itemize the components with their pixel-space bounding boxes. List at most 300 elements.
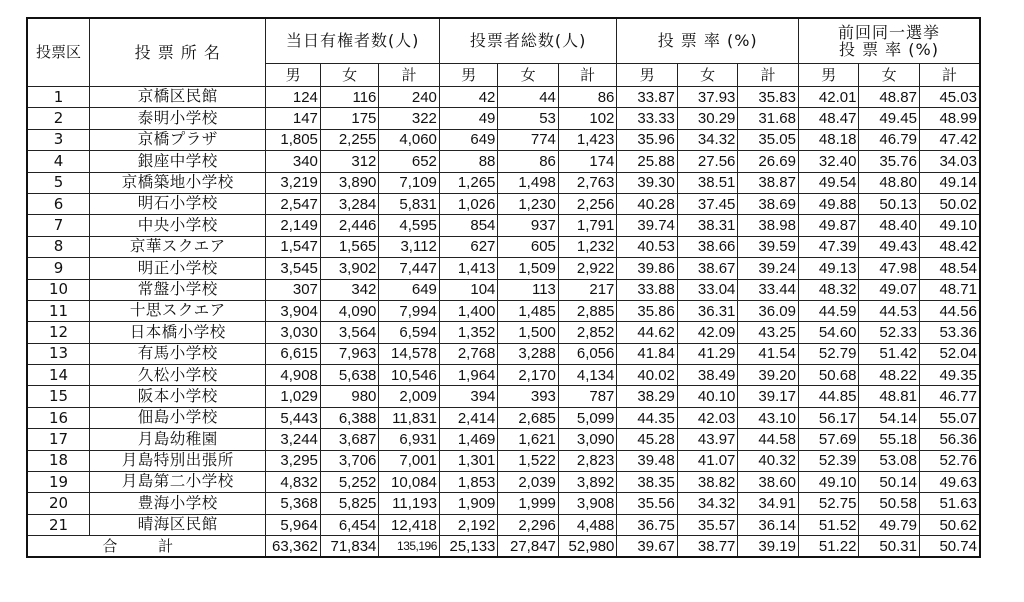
cell-voters-female: 2,685 xyxy=(498,407,559,428)
cell-eligible-male: 2,149 xyxy=(266,215,320,236)
cell-eligible-total: 7,001 xyxy=(379,450,440,471)
cell-prev-rate-male: 54.60 xyxy=(798,322,859,343)
subheader-rate-total: 計 xyxy=(738,64,799,87)
cell-prev-rate-female: 55.18 xyxy=(859,429,920,450)
cell-location-name: 銀座中学校 xyxy=(90,151,266,172)
cell-rate-male: 33.33 xyxy=(617,108,678,129)
cell-eligible-female: 1,565 xyxy=(320,236,378,257)
cell-prev-rate-female: 48.87 xyxy=(859,87,920,108)
cell-rate-total: 35.05 xyxy=(738,129,799,150)
cell-prev-rate-total: 48.42 xyxy=(919,236,980,257)
subheader-eligible-male: 男 xyxy=(266,64,320,87)
cell-rate-total: 44.58 xyxy=(738,429,799,450)
cell-prev-rate-male: 49.13 xyxy=(798,258,859,279)
header-voters: 投票者総数(人) xyxy=(439,18,617,64)
table-row xyxy=(27,472,980,493)
cell-rate-total: 26.69 xyxy=(738,151,799,172)
cell-eligible-male: 124 xyxy=(266,87,320,108)
cell-district-number: 18 xyxy=(27,450,90,471)
cell-prev-rate-total: 55.07 xyxy=(919,407,980,428)
table-row xyxy=(27,493,980,514)
cell-prev-rate-female: 49.07 xyxy=(859,279,920,300)
cell-district-number: 9 xyxy=(27,258,90,279)
cell-eligible-male: 3,219 xyxy=(266,172,320,193)
cell-eligible-male: 1,029 xyxy=(266,386,320,407)
cell-voters-female: 1,230 xyxy=(498,193,559,214)
cell-eligible-female: 3,284 xyxy=(320,193,378,214)
cell-rate-male: 40.02 xyxy=(617,365,678,386)
cell-voters-female: 53 xyxy=(498,108,559,129)
cell-eligible-female: 312 xyxy=(320,151,378,172)
cell-voters-total: 2,922 xyxy=(558,258,617,279)
cell-location-name: 中央小学校 xyxy=(90,215,266,236)
cell-eligible-total: 10,546 xyxy=(379,365,440,386)
cell-rate-total: 34.91 xyxy=(738,493,799,514)
cell-district-number: 3 xyxy=(27,129,90,150)
cell-location-name: 久松小学校 xyxy=(90,365,266,386)
cell-prev-rate-female: 49.43 xyxy=(859,236,920,257)
cell-eligible-total: 652 xyxy=(379,151,440,172)
cell-prev-rate-total: 45.03 xyxy=(919,87,980,108)
cell-voters-male: 1,964 xyxy=(439,365,497,386)
cell-district-number: 2 xyxy=(27,108,90,129)
cell-rate-female: 36.31 xyxy=(677,300,738,321)
cell-rate-total: 40.32 xyxy=(738,450,799,471)
cell-voters-total: 2,885 xyxy=(558,300,617,321)
cell-voters-male: 1,853 xyxy=(439,472,497,493)
cell-eligible-female: 3,902 xyxy=(320,258,378,279)
cell-eligible-male: 4,908 xyxy=(266,365,320,386)
cell-eligible-female: 175 xyxy=(320,108,378,129)
cell-rate-male: 38.29 xyxy=(617,386,678,407)
cell-eligible-total: 3,112 xyxy=(379,236,440,257)
cell-district-number: 14 xyxy=(27,365,90,386)
cell-prev-rate-male: 49.54 xyxy=(798,172,859,193)
cell-location-name: 日本橋小学校 xyxy=(90,322,266,343)
cell-prev-rate-female: 52.33 xyxy=(859,322,920,343)
header-row-main xyxy=(27,18,980,64)
cell-prev-rate-female: 50.14 xyxy=(859,472,920,493)
cell-voters-male: 1,352 xyxy=(439,322,497,343)
cell-eligible-male: 1,805 xyxy=(266,129,320,150)
cell-voters-female: 393 xyxy=(498,386,559,407)
cell-voters-male: 1,400 xyxy=(439,300,497,321)
cell-eligible-female: 116 xyxy=(320,87,378,108)
cell-location-name: 月島第二小学校 xyxy=(90,472,266,493)
cell-prev-rate-female: 48.80 xyxy=(859,172,920,193)
cell-rate-female: 41.07 xyxy=(677,450,738,471)
cell-rate-male: 33.88 xyxy=(617,279,678,300)
cell-prev-rate-female: 48.22 xyxy=(859,365,920,386)
cell-prev-rate-female: 46.79 xyxy=(859,129,920,150)
cell-prev-rate-male: 32.40 xyxy=(798,151,859,172)
cell-eligible-total: 649 xyxy=(379,279,440,300)
cell-rate-male: 35.96 xyxy=(617,129,678,150)
cell-prev-rate-total: 56.36 xyxy=(919,429,980,450)
cell-voters-male: 2,192 xyxy=(439,514,497,535)
cell-voters-male: 394 xyxy=(439,386,497,407)
cell-voters-total: 1,791 xyxy=(558,215,617,236)
cell-voters-male: 2,768 xyxy=(439,343,497,364)
cell-eligible-total: 4,595 xyxy=(379,215,440,236)
cell-location-name: 京橋プラザ xyxy=(90,129,266,150)
voting-results-table xyxy=(26,17,981,558)
cell-location-name: 月島特別出張所 xyxy=(90,450,266,471)
cell-prev-rate-female: 48.40 xyxy=(859,215,920,236)
cell-rate-male: 45.28 xyxy=(617,429,678,450)
table-row xyxy=(27,300,980,321)
cell-prev-rate-female: 47.98 xyxy=(859,258,920,279)
cell-eligible-female: 5,638 xyxy=(320,365,378,386)
cell-location-name: 京橋築地小学校 xyxy=(90,172,266,193)
cell-voters-male: 627 xyxy=(439,236,497,257)
cell-eligible-female: 3,890 xyxy=(320,172,378,193)
cell-rate-female: 33.04 xyxy=(677,279,738,300)
header-location: 投 票 所 名 xyxy=(90,18,266,87)
table-row xyxy=(27,365,980,386)
table-row xyxy=(27,279,980,300)
cell-location-name: 佃島小学校 xyxy=(90,407,266,428)
cell-voters-male: 1,265 xyxy=(439,172,497,193)
cell-prev-rate-male: 57.69 xyxy=(798,429,859,450)
cell-eligible-male: 340 xyxy=(266,151,320,172)
table-row xyxy=(27,172,980,193)
cell-district-number: 8 xyxy=(27,236,90,257)
total-voters-male: 25,133 xyxy=(439,536,497,558)
table-row xyxy=(27,386,980,407)
table-row xyxy=(27,193,980,214)
cell-eligible-male: 3,545 xyxy=(266,258,320,279)
cell-voters-female: 2,039 xyxy=(498,472,559,493)
total-prev-rate-male: 51.22 xyxy=(798,536,859,558)
cell-location-name: 明正小学校 xyxy=(90,258,266,279)
header-eligible: 当日有権者数(人) xyxy=(266,18,439,64)
cell-rate-female: 27.56 xyxy=(677,151,738,172)
cell-rate-total: 36.14 xyxy=(738,514,799,535)
cell-district-number: 4 xyxy=(27,151,90,172)
cell-voters-female: 1,485 xyxy=(498,300,559,321)
cell-voters-total: 86 xyxy=(558,87,617,108)
cell-prev-rate-female: 50.13 xyxy=(859,193,920,214)
cell-eligible-total: 5,831 xyxy=(379,193,440,214)
cell-rate-female: 38.66 xyxy=(677,236,738,257)
cell-voters-total: 4,488 xyxy=(558,514,617,535)
cell-eligible-total: 2,009 xyxy=(379,386,440,407)
table-row xyxy=(27,236,980,257)
cell-prev-rate-male: 48.32 xyxy=(798,279,859,300)
cell-rate-female: 38.51 xyxy=(677,172,738,193)
total-voters-total: 52,980 xyxy=(558,536,617,558)
cell-rate-male: 44.62 xyxy=(617,322,678,343)
cell-eligible-female: 4,090 xyxy=(320,300,378,321)
cell-voters-total: 2,823 xyxy=(558,450,617,471)
cell-prev-rate-total: 53.36 xyxy=(919,322,980,343)
header-previous-line2: 投 票 率 (%) xyxy=(838,40,939,59)
cell-voters-total: 3,908 xyxy=(558,493,617,514)
cell-voters-total: 1,232 xyxy=(558,236,617,257)
cell-prev-rate-male: 48.47 xyxy=(798,108,859,129)
subheader-rate-female: 女 xyxy=(677,64,738,87)
subheader-voters-total: 計 xyxy=(558,64,617,87)
subheader-voters-male: 男 xyxy=(439,64,497,87)
cell-voters-female: 1,621 xyxy=(498,429,559,450)
cell-prev-rate-male: 49.88 xyxy=(798,193,859,214)
cell-rate-female: 34.32 xyxy=(677,493,738,514)
cell-eligible-total: 11,193 xyxy=(379,493,440,514)
table-row xyxy=(27,450,980,471)
cell-voters-female: 937 xyxy=(498,215,559,236)
total-eligible-male: 63,362 xyxy=(266,536,320,558)
cell-voters-total: 4,134 xyxy=(558,365,617,386)
cell-rate-total: 33.44 xyxy=(738,279,799,300)
total-prev-rate-total: 50.74 xyxy=(919,536,980,558)
cell-rate-total: 38.60 xyxy=(738,472,799,493)
cell-eligible-total: 6,931 xyxy=(379,429,440,450)
cell-district-number: 15 xyxy=(27,386,90,407)
cell-prev-rate-total: 48.54 xyxy=(919,258,980,279)
cell-voters-total: 2,852 xyxy=(558,322,617,343)
cell-eligible-male: 3,244 xyxy=(266,429,320,450)
cell-eligible-male: 5,964 xyxy=(266,514,320,535)
cell-rate-female: 38.31 xyxy=(677,215,738,236)
cell-prev-rate-female: 49.45 xyxy=(859,108,920,129)
cell-prev-rate-female: 54.14 xyxy=(859,407,920,428)
cell-prev-rate-female: 50.58 xyxy=(859,493,920,514)
cell-voters-total: 6,056 xyxy=(558,343,617,364)
subheader-prev-female: 女 xyxy=(859,64,920,87)
cell-prev-rate-male: 49.87 xyxy=(798,215,859,236)
header-district: 投票区 xyxy=(27,18,90,87)
cell-rate-male: 40.53 xyxy=(617,236,678,257)
cell-rate-male: 39.48 xyxy=(617,450,678,471)
cell-eligible-female: 2,255 xyxy=(320,129,378,150)
cell-rate-female: 41.29 xyxy=(677,343,738,364)
cell-rate-female: 34.32 xyxy=(677,129,738,150)
cell-district-number: 10 xyxy=(27,279,90,300)
subheader-eligible-female: 女 xyxy=(320,64,378,87)
cell-prev-rate-total: 44.56 xyxy=(919,300,980,321)
cell-voters-female: 1,999 xyxy=(498,493,559,514)
cell-rate-female: 38.49 xyxy=(677,365,738,386)
cell-location-name: 月島幼稚園 xyxy=(90,429,266,450)
cell-prev-rate-female: 48.81 xyxy=(859,386,920,407)
cell-rate-male: 35.56 xyxy=(617,493,678,514)
cell-prev-rate-total: 34.03 xyxy=(919,151,980,172)
cell-prev-rate-female: 44.53 xyxy=(859,300,920,321)
cell-eligible-male: 1,547 xyxy=(266,236,320,257)
cell-location-name: 豊海小学校 xyxy=(90,493,266,514)
cell-rate-male: 36.75 xyxy=(617,514,678,535)
cell-rate-female: 38.82 xyxy=(677,472,738,493)
cell-voters-male: 649 xyxy=(439,129,497,150)
cell-prev-rate-female: 49.79 xyxy=(859,514,920,535)
subheader-eligible-total: 計 xyxy=(379,64,440,87)
cell-eligible-total: 14,578 xyxy=(379,343,440,364)
table-row xyxy=(27,514,980,535)
header-previous-line1: 前回同一選挙 xyxy=(837,23,940,42)
cell-voters-total: 217 xyxy=(558,279,617,300)
cell-prev-rate-total: 47.42 xyxy=(919,129,980,150)
cell-rate-total: 39.17 xyxy=(738,386,799,407)
cell-prev-rate-total: 50.02 xyxy=(919,193,980,214)
cell-location-name: 京橋区民館 xyxy=(90,87,266,108)
cell-location-name: 十思スクエア xyxy=(90,300,266,321)
cell-eligible-female: 2,446 xyxy=(320,215,378,236)
cell-voters-female: 605 xyxy=(498,236,559,257)
table-row xyxy=(27,322,980,343)
subheader-prev-total: 計 xyxy=(919,64,980,87)
cell-eligible-male: 3,904 xyxy=(266,300,320,321)
cell-eligible-total: 12,418 xyxy=(379,514,440,535)
cell-voters-female: 1,509 xyxy=(498,258,559,279)
subheader-rate-male: 男 xyxy=(617,64,678,87)
cell-prev-rate-female: 51.42 xyxy=(859,343,920,364)
cell-eligible-female: 6,454 xyxy=(320,514,378,535)
cell-eligible-total: 240 xyxy=(379,87,440,108)
cell-prev-rate-female: 35.76 xyxy=(859,151,920,172)
cell-rate-female: 42.09 xyxy=(677,322,738,343)
cell-eligible-male: 6,615 xyxy=(266,343,320,364)
cell-location-name: 阪本小学校 xyxy=(90,386,266,407)
cell-eligible-total: 7,447 xyxy=(379,258,440,279)
cell-rate-female: 35.57 xyxy=(677,514,738,535)
cell-voters-male: 49 xyxy=(439,108,497,129)
cell-prev-rate-male: 52.75 xyxy=(798,493,859,514)
cell-prev-rate-total: 49.14 xyxy=(919,172,980,193)
table-row xyxy=(27,108,980,129)
cell-location-name: 晴海区民館 xyxy=(90,514,266,535)
cell-rate-total: 38.87 xyxy=(738,172,799,193)
cell-eligible-female: 3,687 xyxy=(320,429,378,450)
cell-voters-female: 2,296 xyxy=(498,514,559,535)
cell-prev-rate-male: 51.52 xyxy=(798,514,859,535)
cell-prev-rate-total: 49.63 xyxy=(919,472,980,493)
cell-prev-rate-male: 50.68 xyxy=(798,365,859,386)
cell-voters-male: 1,909 xyxy=(439,493,497,514)
total-prev-rate-female: 50.31 xyxy=(859,536,920,558)
cell-prev-rate-male: 44.85 xyxy=(798,386,859,407)
cell-voters-female: 3,288 xyxy=(498,343,559,364)
subheader-prev-male: 男 xyxy=(798,64,859,87)
cell-prev-rate-male: 47.39 xyxy=(798,236,859,257)
cell-rate-total: 39.20 xyxy=(738,365,799,386)
cell-rate-male: 39.86 xyxy=(617,258,678,279)
cell-voters-female: 86 xyxy=(498,151,559,172)
cell-voters-total: 102 xyxy=(558,108,617,129)
cell-rate-total: 39.24 xyxy=(738,258,799,279)
header-rate: 投 票 率 (%) xyxy=(617,18,799,64)
cell-eligible-female: 5,825 xyxy=(320,493,378,514)
cell-district-number: 17 xyxy=(27,429,90,450)
cell-district-number: 13 xyxy=(27,343,90,364)
cell-prev-rate-male: 44.59 xyxy=(798,300,859,321)
cell-eligible-total: 6,594 xyxy=(379,322,440,343)
cell-rate-total: 43.25 xyxy=(738,322,799,343)
cell-voters-male: 88 xyxy=(439,151,497,172)
cell-district-number: 5 xyxy=(27,172,90,193)
cell-rate-female: 38.67 xyxy=(677,258,738,279)
cell-rate-total: 38.69 xyxy=(738,193,799,214)
total-rate-female: 38.77 xyxy=(677,536,738,558)
totals-row xyxy=(27,536,980,558)
cell-voters-male: 854 xyxy=(439,215,497,236)
cell-voters-total: 174 xyxy=(558,151,617,172)
cell-rate-total: 35.83 xyxy=(738,87,799,108)
cell-rate-female: 37.93 xyxy=(677,87,738,108)
cell-district-number: 1 xyxy=(27,87,90,108)
cell-rate-female: 37.45 xyxy=(677,193,738,214)
cell-location-name: 京華スクエア xyxy=(90,236,266,257)
cell-voters-male: 1,026 xyxy=(439,193,497,214)
cell-eligible-female: 342 xyxy=(320,279,378,300)
cell-district-number: 12 xyxy=(27,322,90,343)
cell-eligible-female: 3,706 xyxy=(320,450,378,471)
cell-voters-female: 113 xyxy=(498,279,559,300)
cell-voters-female: 1,500 xyxy=(498,322,559,343)
table-row xyxy=(27,407,980,428)
total-eligible-total: 135,196 xyxy=(379,536,440,558)
cell-eligible-female: 7,963 xyxy=(320,343,378,364)
cell-prev-rate-male: 48.18 xyxy=(798,129,859,150)
cell-rate-total: 39.59 xyxy=(738,236,799,257)
total-rate-total: 39.19 xyxy=(738,536,799,558)
cell-district-number: 21 xyxy=(27,514,90,535)
cell-district-number: 16 xyxy=(27,407,90,428)
cell-voters-total: 2,256 xyxy=(558,193,617,214)
cell-eligible-female: 6,388 xyxy=(320,407,378,428)
cell-voters-female: 1,498 xyxy=(498,172,559,193)
cell-prev-rate-total: 52.76 xyxy=(919,450,980,471)
cell-voters-total: 2,763 xyxy=(558,172,617,193)
cell-prev-rate-total: 51.63 xyxy=(919,493,980,514)
cell-prev-rate-total: 48.71 xyxy=(919,279,980,300)
cell-eligible-male: 147 xyxy=(266,108,320,129)
cell-eligible-total: 7,994 xyxy=(379,300,440,321)
cell-voters-male: 1,469 xyxy=(439,429,497,450)
table-row xyxy=(27,258,980,279)
cell-prev-rate-total: 46.77 xyxy=(919,386,980,407)
total-rate-male: 39.67 xyxy=(617,536,678,558)
cell-voters-male: 42 xyxy=(439,87,497,108)
cell-voters-total: 3,892 xyxy=(558,472,617,493)
cell-prev-rate-male: 56.17 xyxy=(798,407,859,428)
cell-location-name: 明石小学校 xyxy=(90,193,266,214)
cell-rate-male: 40.28 xyxy=(617,193,678,214)
cell-rate-male: 35.86 xyxy=(617,300,678,321)
total-eligible-female: 71,834 xyxy=(320,536,378,558)
subheader-voters-female: 女 xyxy=(498,64,559,87)
cell-eligible-total: 11,831 xyxy=(379,407,440,428)
cell-rate-total: 31.68 xyxy=(738,108,799,129)
cell-district-number: 6 xyxy=(27,193,90,214)
total-voters-female: 27,847 xyxy=(498,536,559,558)
header-previous-rate xyxy=(798,18,980,64)
cell-rate-male: 39.74 xyxy=(617,215,678,236)
cell-prev-rate-male: 42.01 xyxy=(798,87,859,108)
cell-prev-rate-total: 48.99 xyxy=(919,108,980,129)
cell-voters-female: 774 xyxy=(498,129,559,150)
cell-voters-male: 2,414 xyxy=(439,407,497,428)
table-row xyxy=(27,215,980,236)
cell-prev-rate-total: 49.10 xyxy=(919,215,980,236)
cell-eligible-male: 2,547 xyxy=(266,193,320,214)
cell-prev-rate-total: 49.35 xyxy=(919,365,980,386)
cell-rate-female: 30.29 xyxy=(677,108,738,129)
cell-rate-male: 33.87 xyxy=(617,87,678,108)
cell-eligible-male: 307 xyxy=(266,279,320,300)
cell-rate-female: 42.03 xyxy=(677,407,738,428)
cell-rate-male: 39.30 xyxy=(617,172,678,193)
